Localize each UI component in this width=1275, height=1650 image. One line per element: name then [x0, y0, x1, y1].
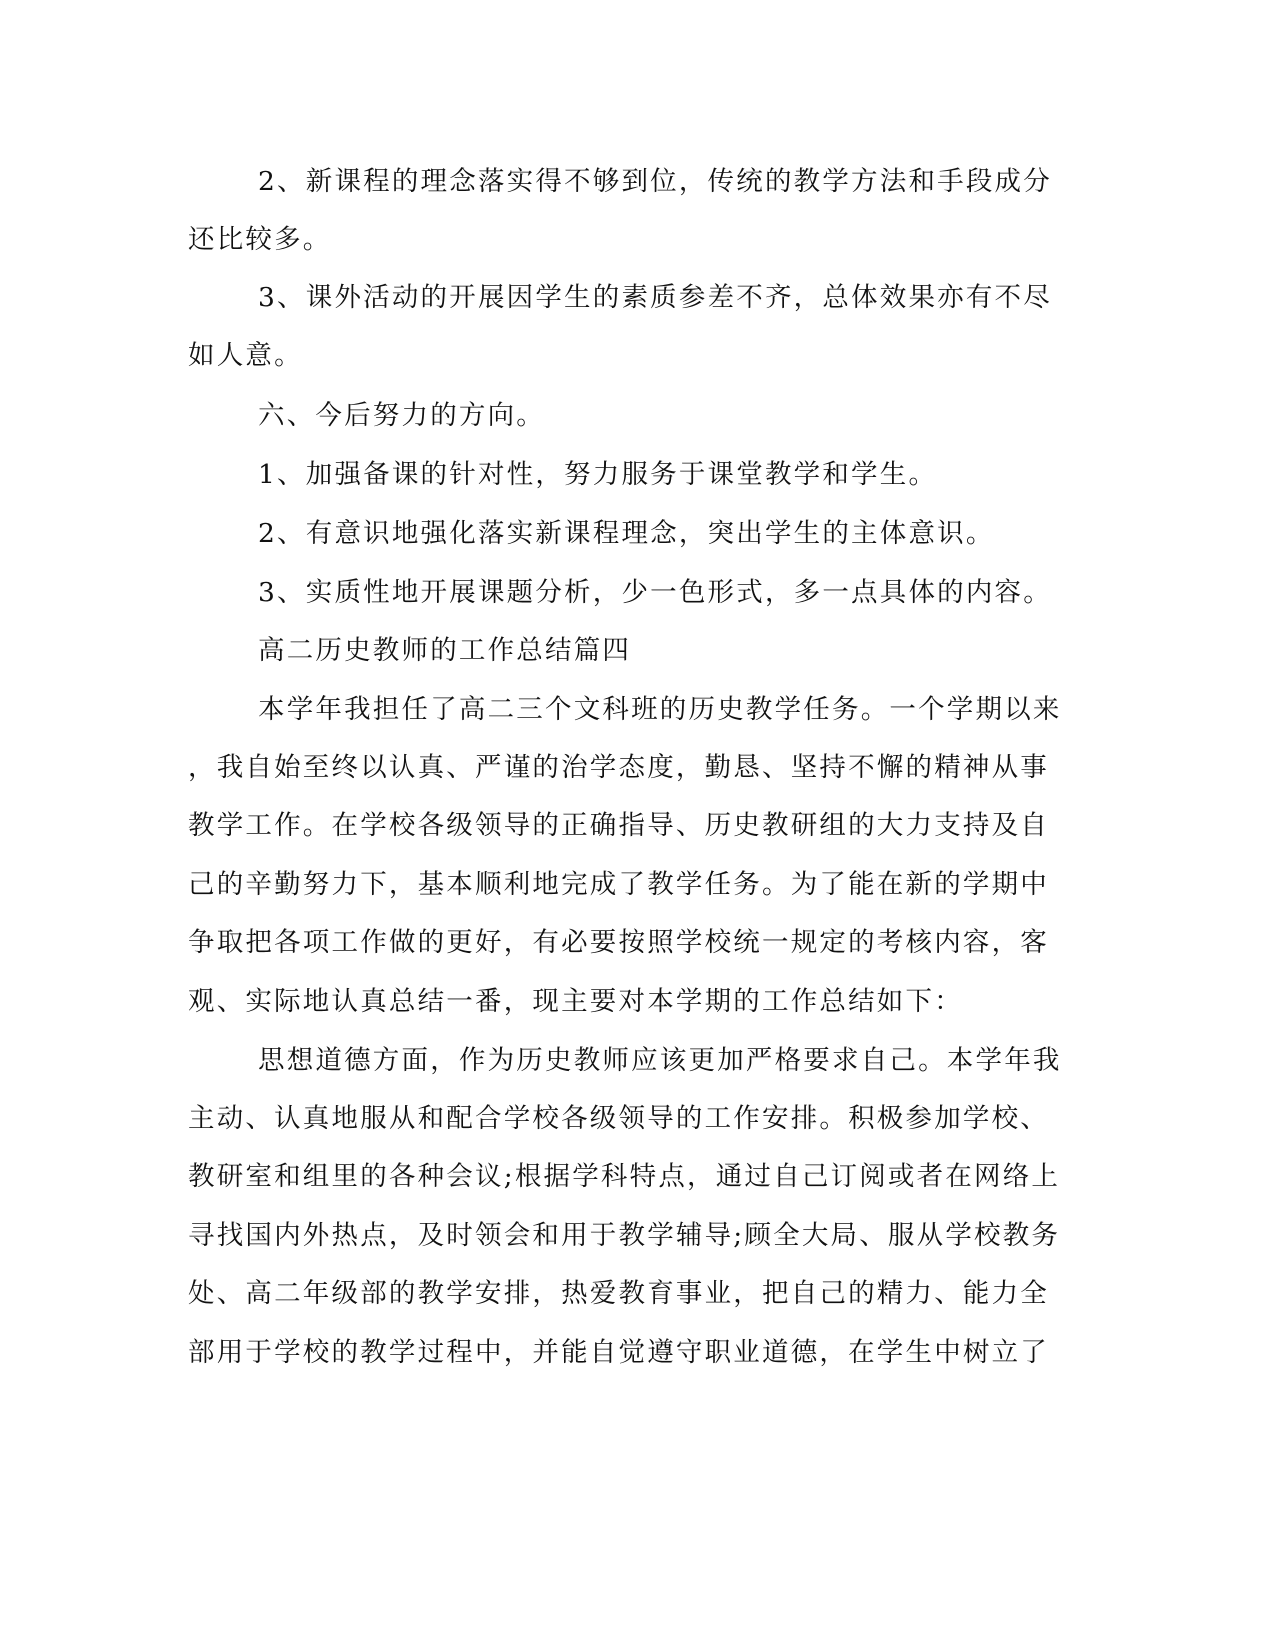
text-line: 还比较多。: [188, 224, 332, 255]
text-line: ，我自始至终以认真、严谨的治学态度，勤恳、坚持不懈的精神从事: [188, 752, 1049, 783]
text-line: 如人意。: [188, 340, 303, 371]
text-line: 3、课外活动的开展因学生的素质参差不齐，总体效果亦有不尽: [258, 282, 1052, 313]
list-item: 1、加强备课的针对性，努力服务于课堂教学和学生。: [258, 459, 938, 490]
text-line: 教研室和组里的各种会议;根据学科特点，通过自己订阅或者在网络上: [188, 1161, 1061, 1192]
section-heading: 六、今后努力的方向。: [258, 400, 545, 431]
text-line: 主动、认真地服从和配合学校各级领导的工作安排。积极参加学校、: [188, 1103, 1049, 1134]
text-line: 己的辛勤努力下，基本顺利地完成了教学任务。为了能在新的学期中: [188, 869, 1049, 900]
text-line: 2、新课程的理念落实得不够到位，传统的教学方法和手段成分: [258, 166, 1052, 197]
article-title: 高二历史教师的工作总结篇四: [258, 635, 632, 666]
text-line: 思想道德方面，作为历史教师应该更加严格要求自己。本学年我: [258, 1045, 1062, 1076]
list-item: 2、有意识地强化落实新课程理念，突出学生的主体意识。: [258, 518, 995, 549]
list-item: 3、实质性地开展课题分析，少一色形式，多一点具体的内容。: [258, 577, 1052, 608]
text-line: 本学年我担任了高二三个文科班的历史教学任务。一个学期以来: [258, 694, 1062, 725]
text-line: 寻找国内外热点，及时领会和用于教学辅导;顾全大局、服从学校教务: [188, 1220, 1061, 1251]
text-line: 观、实际地认真总结一番，现主要对本学期的工作总结如下：: [188, 986, 963, 1017]
text-line: 教学工作。在学校各级领导的正确指导、历史教研组的大力支持及自: [188, 810, 1049, 841]
text-line: 部用于学校的教学过程中，并能自觉遵守职业道德，在学生中树立了: [188, 1337, 1049, 1368]
text-line: 争取把各项工作做的更好，有必要按照学校统一规定的考核内容，客: [188, 927, 1049, 958]
text-line: 处、高二年级部的教学安排，热爱教育事业，把自己的精力、能力全: [188, 1278, 1049, 1309]
